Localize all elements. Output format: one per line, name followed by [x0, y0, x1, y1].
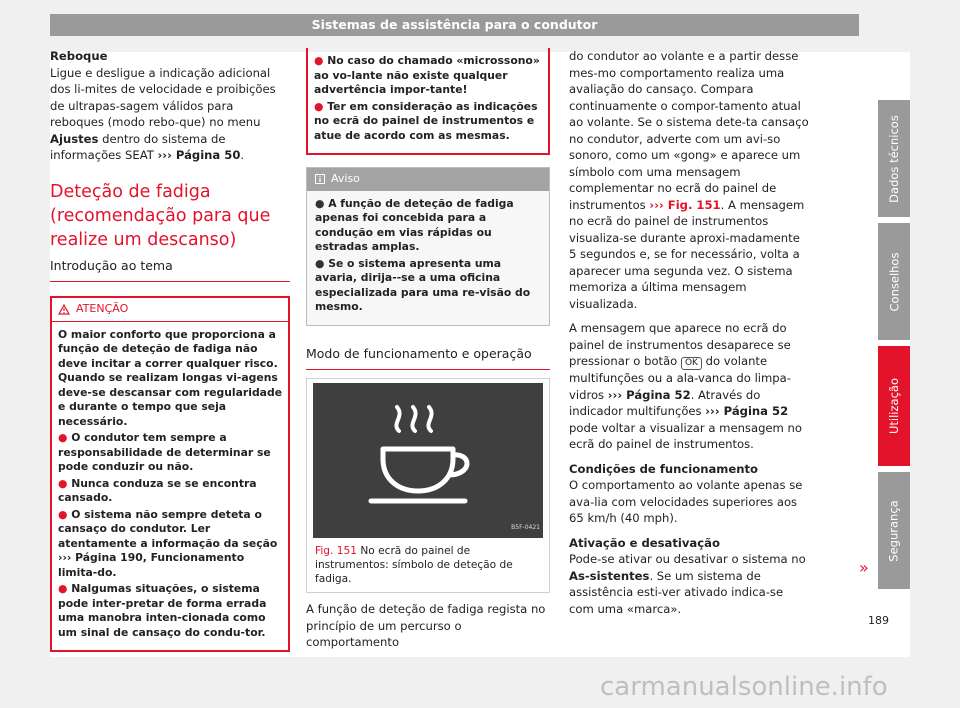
warning-item: ● No caso do chamado «microssono» ao vo-lante não existe qualquer advertência impor-tante! [314, 54, 540, 96]
assistentes-term: As-sistentes [569, 568, 650, 583]
watermark: carmanualsonline.info [600, 672, 888, 702]
notice-box [306, 167, 550, 326]
page-52-link[interactable]: ››› Página 52 [607, 387, 691, 402]
ok-button-symbol: OK [681, 357, 702, 370]
conditions-text: O comportamento ao volante apenas se ava-lia com velocidades superiores aos 65 km/h (40 mph). [569, 478, 803, 525]
warning-intro: O maior conforto que proporciona a função de deteção de fadiga não deve incitar a correr qualquer risco. Quando se realizam longas vi-agens deve-se descansar com regularidade e durante o tempo que seja necessário. [58, 327, 283, 428]
warning-body [52, 322, 288, 651]
reboque-paragraph [50, 65, 290, 164]
notice-label: Aviso [331, 172, 360, 185]
warning-item: ● O condutor tem sempre a responsabilidade de determinar se pode conduzir ou não. [58, 431, 271, 473]
subsection-title: Introdução ao tema [50, 258, 290, 283]
tab-conselhos[interactable]: Conselhos [878, 223, 910, 340]
warning-item: ● Nunca conduza se se encontra cansado. [58, 476, 257, 504]
figure-151 [306, 378, 550, 593]
reboque-text-2: dentro do sistema de informações SEAT [50, 131, 226, 162]
notice-item: ● Se o sistema apresenta uma avaria, dirija--se a uma oficina especializada para uma re-visão do mesmo. [315, 256, 531, 313]
notice-header [307, 168, 549, 191]
warning-triangle-icon [58, 304, 70, 315]
column-2 [306, 48, 550, 651]
continue-mark: » [859, 558, 869, 577]
warning-item: ● Nalgumas situações, o sistema pode inter-pretar de forma errada uma manobra inten-cionada como um sinal de cansaço do condu-tor. [58, 582, 267, 639]
column-1 [50, 48, 290, 652]
tab-utilizacao[interactable]: Utilização [878, 346, 910, 466]
activation-text: Pode-se ativar ou desativar o sistema no As-sistentes. Se um sistema de assistência esti-ver ativado indica-se com uma «marca». [569, 552, 806, 616]
page-number: 189 [868, 614, 889, 627]
column-3 [569, 48, 809, 617]
fig-151-link[interactable]: ››› Fig. 151 [649, 197, 721, 212]
figure-caption [307, 538, 549, 592]
warning-continued-body [308, 48, 548, 153]
page-52-link-2[interactable]: ››› Página 52 [705, 404, 789, 418]
tab-dados-tecnicos[interactable]: Dados técnicos [878, 100, 910, 217]
notice-item: ● A função de deteção de fadiga apenas foi concebida para a condução em vias rápidas ou estradas amplas. [315, 196, 514, 253]
figure-code: B5F-0421 [511, 523, 540, 531]
section-title-fadiga: Deteção de fadiga (recomendação para que realize um descanso) [50, 181, 271, 250]
activation-title: Ativação e desativação [569, 535, 720, 550]
conditions-title: Condições de funcionamento [569, 461, 758, 476]
warning-box-continued [306, 48, 550, 155]
paragraph-2: A mensagem que aparece no ecrã do painel de instrumentos desaparece se pressionar o botão OK do volante multifunções ou a ala-vanca do limpa-vidros ››› Página 52. Através do indicador multifunções ››› Página 52 pode voltar a visualizar a mensagem no ecrã do painel de instrumentos. [569, 321, 802, 451]
reboque-end: . [240, 148, 245, 162]
page-50-link[interactable]: ››› Página 50 [157, 148, 241, 162]
ajustes-term: Ajustes [50, 131, 99, 146]
reboque-text: Ligue e desligue a indicação adicional dos li-mites de velocidade e proibições de ultrapas-sagem válidos para reboques (modo rebo-que) no menu [50, 65, 276, 129]
warning-box [50, 296, 290, 652]
reboque-title: Reboque [50, 49, 108, 63]
paragraph-1: do condutor ao volante e a partir desse mes-mo comportamento realiza uma avaliação do cansaço. Compara continuamente o compor-tamento atual ao volante. Se o sistema dete-ta cansaço no condutor, adverte com um avi-so sonoro, como um «gong» e aparece um símbolo com uma mensagem complementar no ecrã do painel de instrumentos ››› Fig. 151. A mensagem no ecrã do painel de instrumentos visualiza-se durante aproxi-madamente 5 segundos e, se for necessário, volta a aparecer uma segunda vez. O sistema memoriza a última mensagem visualizada. [569, 49, 809, 311]
warning-item: ● O sistema não sempre deteta o cansaço do condutor. Ler atentamente a informação da seção ››› Página 190, Funcionamento limita-do. [58, 507, 278, 579]
figure-image [313, 383, 543, 538]
figure-label: Fig. 151 [315, 545, 357, 557]
warning-label: ATENÇÃO [76, 302, 129, 315]
page-header: Sistemas de assistência para o condutor [50, 14, 859, 36]
paragraph-intro: A função de deteção de fadiga regista no princípio de um percurso o comportamento [306, 602, 546, 649]
section-title-modo: Modo de funcionamento e operação [306, 346, 550, 371]
figure-caption-text: No ecrã do painel de instrumentos: símbolo de deteção de fadiga. [315, 545, 513, 585]
warning-item: ● Ter em consideração as indicações no ecrã do painel de instrumentos e atue de acordo com as mesmas. [314, 99, 538, 142]
info-icon [315, 174, 325, 184]
coffee-cup-icon [313, 383, 543, 538]
tab-seguranca[interactable]: Segurança [878, 472, 910, 589]
warning-header [52, 298, 288, 322]
notice-body [307, 191, 549, 325]
